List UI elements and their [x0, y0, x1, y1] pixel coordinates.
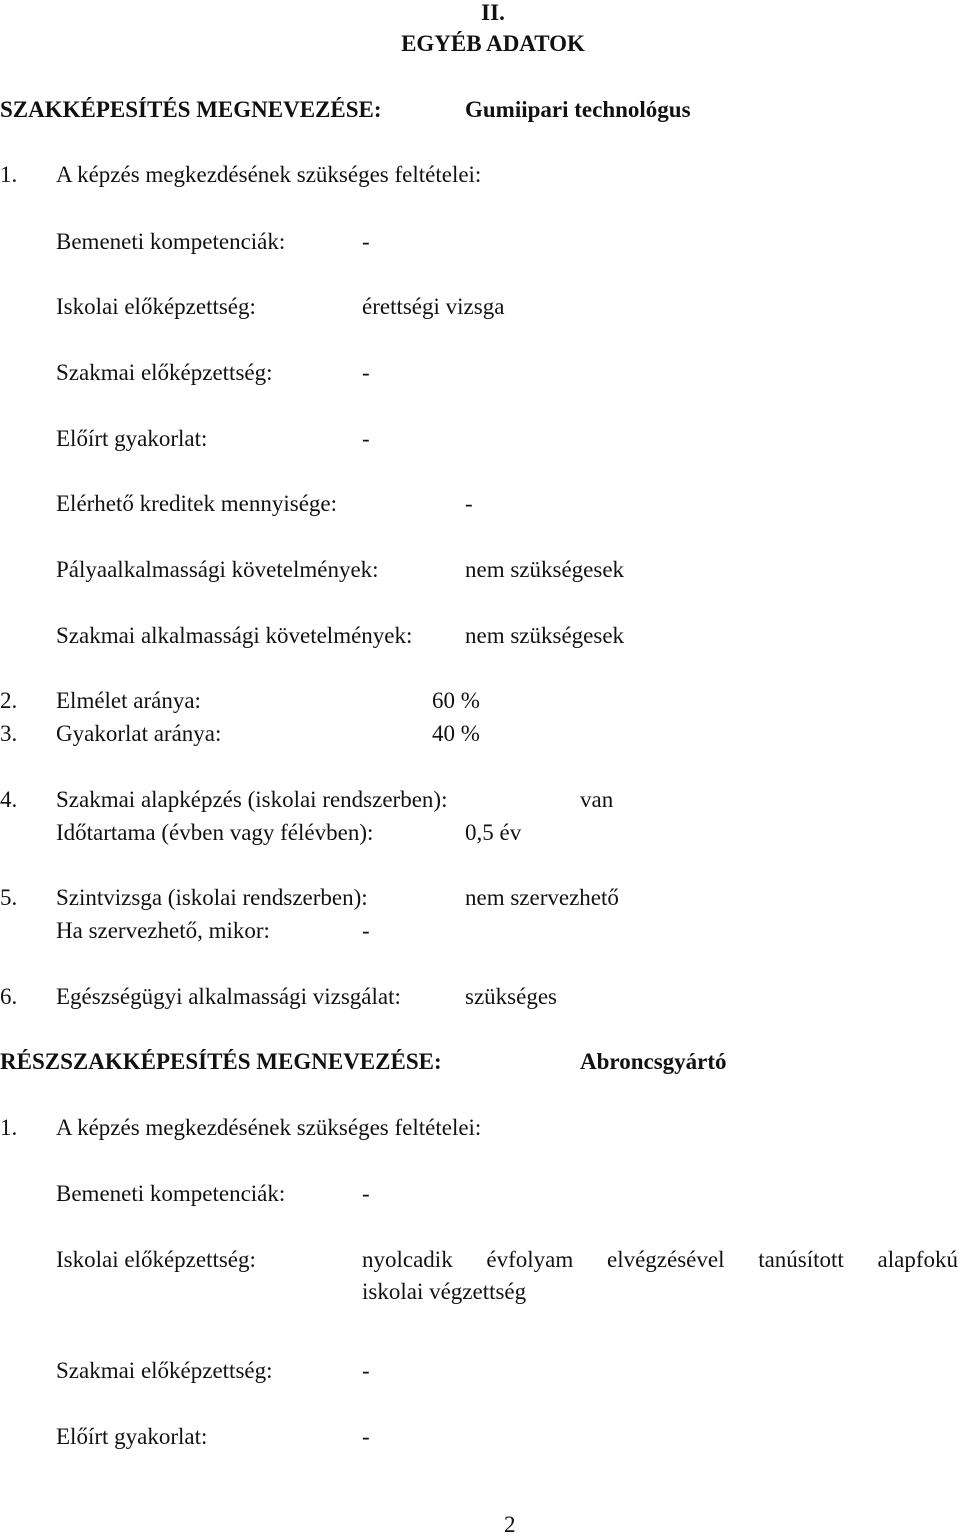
partial-school-education-value-line2: iskolai végzettség: [362, 1279, 527, 1304]
health-exam-number: 6.: [0, 984, 18, 1009]
partial-required-practice-value: -: [362, 1424, 370, 1449]
page-number: 2: [504, 1512, 516, 1537]
qualification-label: SZAKKÉPESÍTÉS MEGNEVEZÉSE:: [0, 97, 382, 122]
duration-label: Időtartama (évben vagy félévben):: [56, 820, 374, 845]
professional-education-value: -: [362, 360, 370, 385]
partial-school-education-label: Iskolai előképzettség:: [56, 1247, 256, 1272]
entry-competencies-label: Bemeneti kompetenciák:: [56, 229, 286, 254]
required-practice-label: Előírt gyakorlat:: [56, 426, 208, 451]
basic-training-number: 4.: [0, 787, 18, 812]
partial-entry-competencies-label: Bemeneti kompetenciák:: [56, 1181, 286, 1206]
health-exam-label: Egészségügyi alkalmassági vizsgálat:: [56, 984, 401, 1009]
school-education-value: érettségi vizsga: [362, 294, 505, 319]
basic-training-value: van: [580, 787, 614, 812]
partial-required-practice-label: Előírt gyakorlat:: [56, 1424, 208, 1449]
level-exam-label: Szintvizsga (iskolai rendszerben):: [56, 885, 368, 910]
health-exam-value: szükséges: [465, 984, 557, 1009]
partial-entry-competencies-value: -: [362, 1181, 370, 1206]
level-exam-value: nem szervezhető: [465, 885, 619, 910]
partial-qualification-value: Abroncsgyártó: [580, 1049, 727, 1074]
partial-qualification-label: RÉSZSZAKKÉPESÍTÉS MEGNEVEZÉSE:: [0, 1049, 442, 1074]
level-exam-number: 5.: [0, 885, 18, 910]
credits-value: -: [465, 491, 473, 516]
prereq-number: 1.: [0, 162, 18, 187]
if-organizable-label: Ha szervezhető, mikor:: [56, 918, 270, 943]
practice-ratio-value: 40 %: [432, 721, 480, 746]
partial-professional-education-value: -: [362, 1358, 370, 1383]
professional-education-label: Szakmai előképzettség:: [56, 360, 273, 385]
career-requirements-value: nem szükségesek: [465, 557, 625, 582]
required-practice-value: -: [362, 426, 370, 451]
professional-requirements-value: nem szükségesek: [465, 623, 625, 648]
basic-training-label: Szakmai alapképzés (iskolai rendszerben):: [56, 787, 448, 812]
career-requirements-label: Pályaalkalmassági követelmények:: [56, 557, 379, 582]
school-education-label: Iskolai előképzettség:: [56, 294, 256, 319]
partial-prereq-number: 1.: [0, 1115, 18, 1140]
qualification-value: Gumiipari technológus: [465, 97, 691, 122]
partial-professional-education-label: Szakmai előképzettség:: [56, 1358, 273, 1383]
section-roman-numeral: II.: [481, 0, 505, 25]
duration-value: 0,5 év: [465, 820, 522, 845]
if-organizable-value: -: [362, 918, 370, 943]
practice-ratio-label: Gyakorlat aránya:: [56, 721, 222, 746]
entry-competencies-value: -: [362, 229, 370, 254]
practice-ratio-number: 3.: [0, 721, 18, 746]
prereq-heading: A képzés megkezdésének szükséges feltételei:: [56, 162, 482, 187]
theory-ratio-label: Elmélet aránya:: [56, 688, 201, 713]
partial-school-education-value-line1: nyolcadik évfolyam elvégzésével tanúsított alapfokú: [362, 1247, 958, 1272]
theory-ratio-number: 2.: [0, 688, 18, 713]
theory-ratio-value: 60 %: [432, 688, 480, 713]
partial-prereq-heading: A képzés megkezdésének szükséges feltételei:: [56, 1115, 482, 1140]
section-title: EGYÉB ADATOK: [401, 31, 585, 56]
professional-requirements-label: Szakmai alkalmassági követelmények:: [56, 623, 413, 648]
credits-label: Elérhető kreditek mennyisége:: [56, 491, 338, 516]
